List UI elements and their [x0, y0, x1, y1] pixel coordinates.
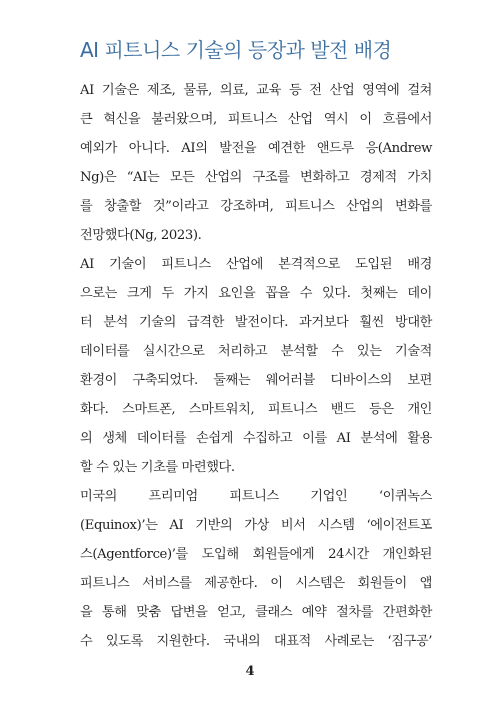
text-line: 미국의 프리미엄 피트니스 기업인 ‘이퀴녹스 — [80, 489, 432, 504]
text-line: AI 기술은 제조, 물류, 의료, 교육 등 전 산업 영역에 걸쳐 — [80, 83, 432, 98]
text-line: 으로는 크게 두 가지 요인을 꼽을 수 있다. 첫째는 데이 — [80, 286, 432, 301]
text-line: 예외가 아니다. AI의 발전을 예견한 앤드루 응(Andrew — [80, 141, 432, 156]
text-line: 을 통해 맞춤 답변을 얻고, 클래스 예약 절차를 간편화한 — [80, 605, 432, 620]
text-line: 터 분석 기술의 급격한 발전이다. 과거보다 훨씬 방대한 — [80, 315, 432, 330]
page-number: 4 — [245, 664, 255, 679]
page-title: AI 피트니스 기술의 등장과 발전 배경 — [80, 38, 392, 62]
text-line: 스(Agentforce)’를 도입해 회원들에게 24시간 개인화된 — [80, 547, 432, 562]
text-line: 피트니스 서비스를 제공한다. 이 시스템은 회원들이 앱 — [80, 576, 432, 591]
body-text — [80, 76, 432, 656]
text-line: 환경이 구축되었다. 둘째는 웨어러블 디바이스의 보편 — [80, 373, 432, 388]
text-line: AI 기술이 피트니스 산업에 본격적으로 도입된 배경 — [80, 257, 432, 272]
text-line: 할 수 있는 기초를 마련했다. — [80, 460, 235, 475]
text-line: 수 있도록 지원한다. 국내의 대표적 사례로는 ‘짐구공’ — [80, 634, 432, 649]
text-line: 의 생체 데이터를 손쉽게 수집하고 이를 AI 분석에 활용 — [80, 431, 432, 446]
text-line: 화다. 스마트폰, 스마트워치, 피트니스 밴드 등은 개인 — [80, 402, 432, 417]
text-line: 전망했다(Ng, 2023). — [80, 228, 202, 243]
text-line: (Equinox)’는 AI 기반의 가상 비서 시스템 ‘에이전트포 — [80, 518, 432, 533]
text-line: 큰 혁신을 불러왔으며, 피트니스 산업 역시 이 흐름에서 — [80, 112, 432, 127]
text-line: Ng)은 “AI는 모든 산업의 구조를 변화하고 경제적 가치 — [80, 170, 432, 185]
text-line: 를 창출할 것”이라고 강조하며, 피트니스 산업의 변화를 — [80, 199, 432, 214]
text-line: 데이터를 실시간으로 처리하고 분석할 수 있는 기술적 — [80, 344, 432, 359]
